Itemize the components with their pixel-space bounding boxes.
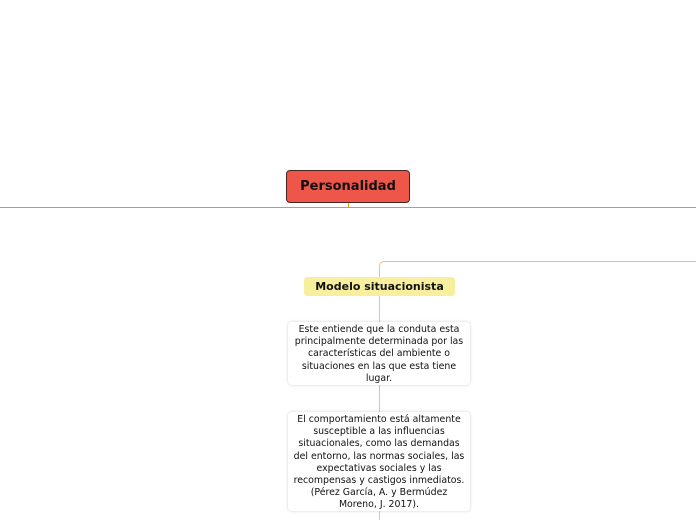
root-node-personalidad[interactable] xyxy=(286,170,410,203)
child-connector-line xyxy=(379,511,380,520)
topic-node-label: Modelo situacionista xyxy=(315,280,444,293)
note-node[interactable] xyxy=(288,322,470,385)
note-node[interactable] xyxy=(288,412,470,511)
child-connector-line xyxy=(379,296,380,322)
note-text: Este entiende que la conduta esta principalmente determinada por las características del ambiente o situaciones en las que esta tiene lugar. xyxy=(294,324,464,384)
note-text: El comportamiento está altamente susceptible a las influencias situacionales, como las demandas del entorno, las normas sociales, las expectativas sociales y las recompensas y castigos inmediatos. (Pérez García, A. y Bermúdez Moreno, J. 2017). xyxy=(293,414,465,511)
root-connector-stub xyxy=(348,203,349,208)
root-node-label: Personalidad xyxy=(300,179,396,194)
child-connector-line xyxy=(379,385,380,412)
topic-node-modelo-situacionista[interactable] xyxy=(304,277,455,296)
